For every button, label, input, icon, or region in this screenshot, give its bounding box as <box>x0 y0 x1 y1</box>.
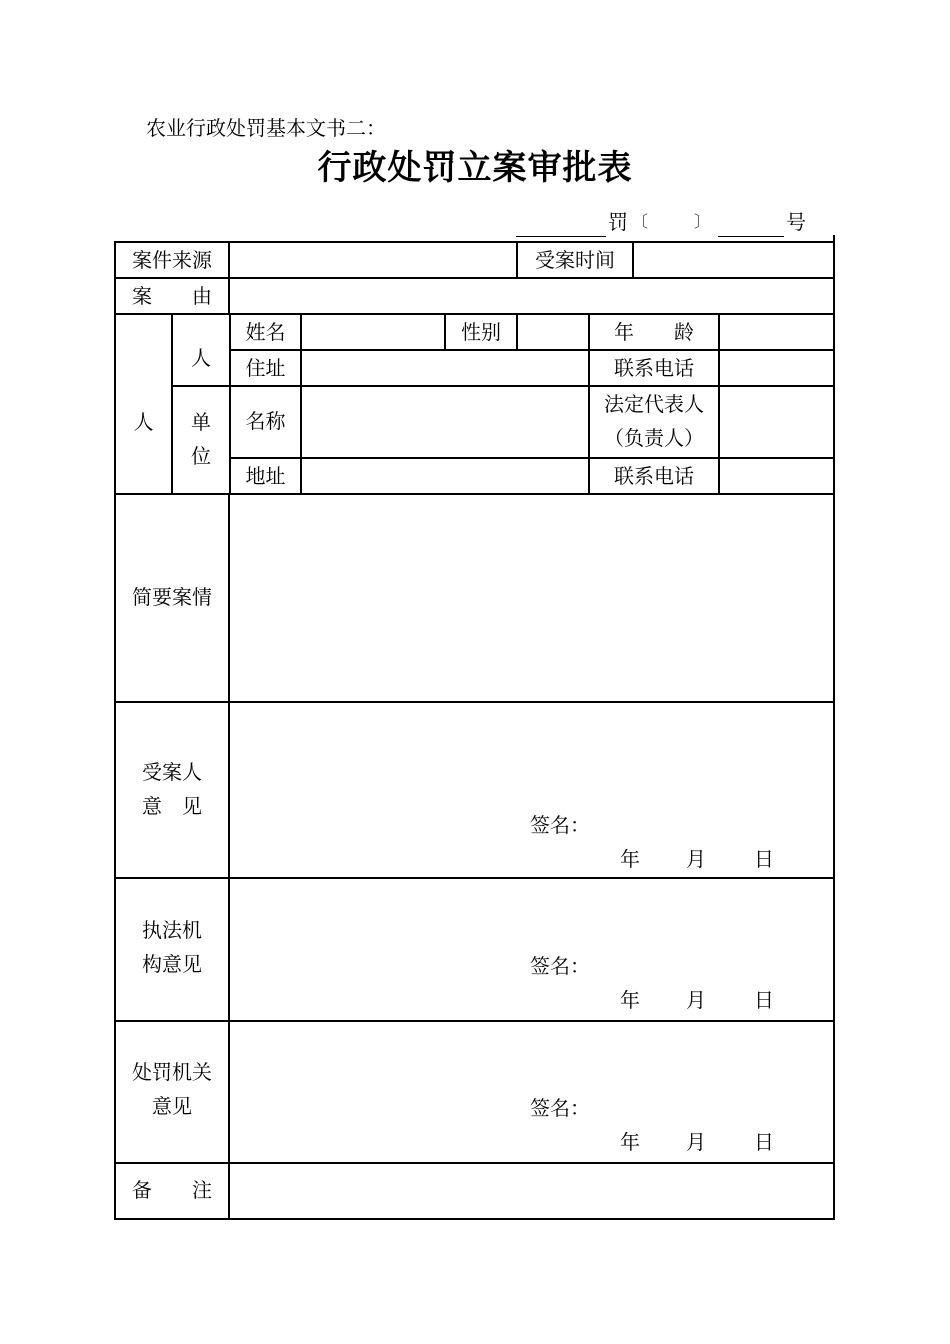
remarks-field[interactable] <box>230 1164 833 1218</box>
authority-opinion-field[interactable] <box>230 1022 833 1162</box>
bracket-open: 〔 <box>632 212 649 231</box>
unit-phone-label: 联系电话 <box>614 464 694 488</box>
name-label: 姓名 <box>245 320 286 344</box>
age-field[interactable] <box>720 315 833 349</box>
receiver-opinion-field[interactable] <box>230 703 833 877</box>
enforcement-opinion-field[interactable] <box>230 879 833 1020</box>
unit-address-label: 地址 <box>245 464 286 488</box>
receiver-year: 年 <box>620 847 640 871</box>
authority-month: 月 <box>686 1130 706 1154</box>
receiver-opinion-label-1: 受案人 <box>142 760 202 784</box>
enforcement-month: 月 <box>686 988 706 1012</box>
enforcement-sign-label: 签名： <box>530 954 590 978</box>
unit-name-label: 名称 <box>245 409 286 433</box>
number-prefix: 罚 <box>608 210 628 234</box>
party-person-label: 人 <box>191 346 211 370</box>
legal-rep-label-1: 法定代表人 <box>604 392 704 416</box>
receiver-day: 日 <box>754 847 774 871</box>
party-unit-label-2: 位 <box>191 444 211 468</box>
brief-case-field[interactable] <box>230 495 833 701</box>
address-field[interactable] <box>302 351 588 385</box>
unit-name-field[interactable] <box>302 387 588 457</box>
phone-field[interactable] <box>720 351 833 385</box>
brief-case-label: 简要案情 <box>132 585 212 609</box>
receiver-opinion-label-2: 意 见 <box>142 794 202 818</box>
legal-rep-field[interactable] <box>720 387 833 457</box>
table-border-bottom <box>114 1218 835 1220</box>
number-blank-1[interactable] <box>516 236 606 237</box>
unit-phone-field[interactable] <box>720 459 833 493</box>
enforcement-opinion-label-2: 构意见 <box>142 952 202 976</box>
enforcement-opinion-label-1: 执法机 <box>142 918 202 942</box>
enforcement-year: 年 <box>620 988 640 1012</box>
authority-day: 日 <box>754 1130 774 1154</box>
age-label: 年 龄 <box>614 320 694 344</box>
case-source-label: 案件来源 <box>132 248 212 272</box>
bracket-close: 〕 <box>694 212 711 231</box>
authority-opinion-label-1: 处罚机关 <box>132 1060 212 1084</box>
party-unit-label-1: 单 <box>191 410 211 434</box>
enforcement-day: 日 <box>754 988 774 1012</box>
address-label: 住址 <box>245 356 286 380</box>
accept-time-label: 受案时间 <box>535 248 615 272</box>
authority-year: 年 <box>620 1130 640 1154</box>
gender-field[interactable] <box>518 315 588 349</box>
gender-label: 性别 <box>461 320 501 344</box>
document-subtitle: 农业行政处罚基本文书二： <box>146 116 386 140</box>
number-blank-2[interactable] <box>718 236 784 237</box>
authority-sign-label: 签名： <box>530 1096 590 1120</box>
cause-label: 案 由 <box>132 284 212 308</box>
authority-opinion-label-2: 意见 <box>152 1094 192 1118</box>
phone-label: 联系电话 <box>614 356 694 380</box>
document-title: 行政处罚立案审批表 <box>317 148 633 188</box>
name-field[interactable] <box>302 315 444 349</box>
unit-address-field[interactable] <box>302 459 588 493</box>
remarks-label: 备 注 <box>132 1178 212 1202</box>
party-label: 人 <box>133 410 154 434</box>
cause-field[interactable] <box>230 279 833 313</box>
number-suffix: 号 <box>786 210 806 234</box>
table-border-right <box>833 235 835 1220</box>
accept-time-field[interactable] <box>634 243 833 277</box>
case-source-field[interactable] <box>230 243 516 277</box>
legal-rep-label-2: （负责人） <box>604 426 704 450</box>
receiver-month: 月 <box>686 847 706 871</box>
receiver-sign-label: 签名： <box>530 813 590 837</box>
